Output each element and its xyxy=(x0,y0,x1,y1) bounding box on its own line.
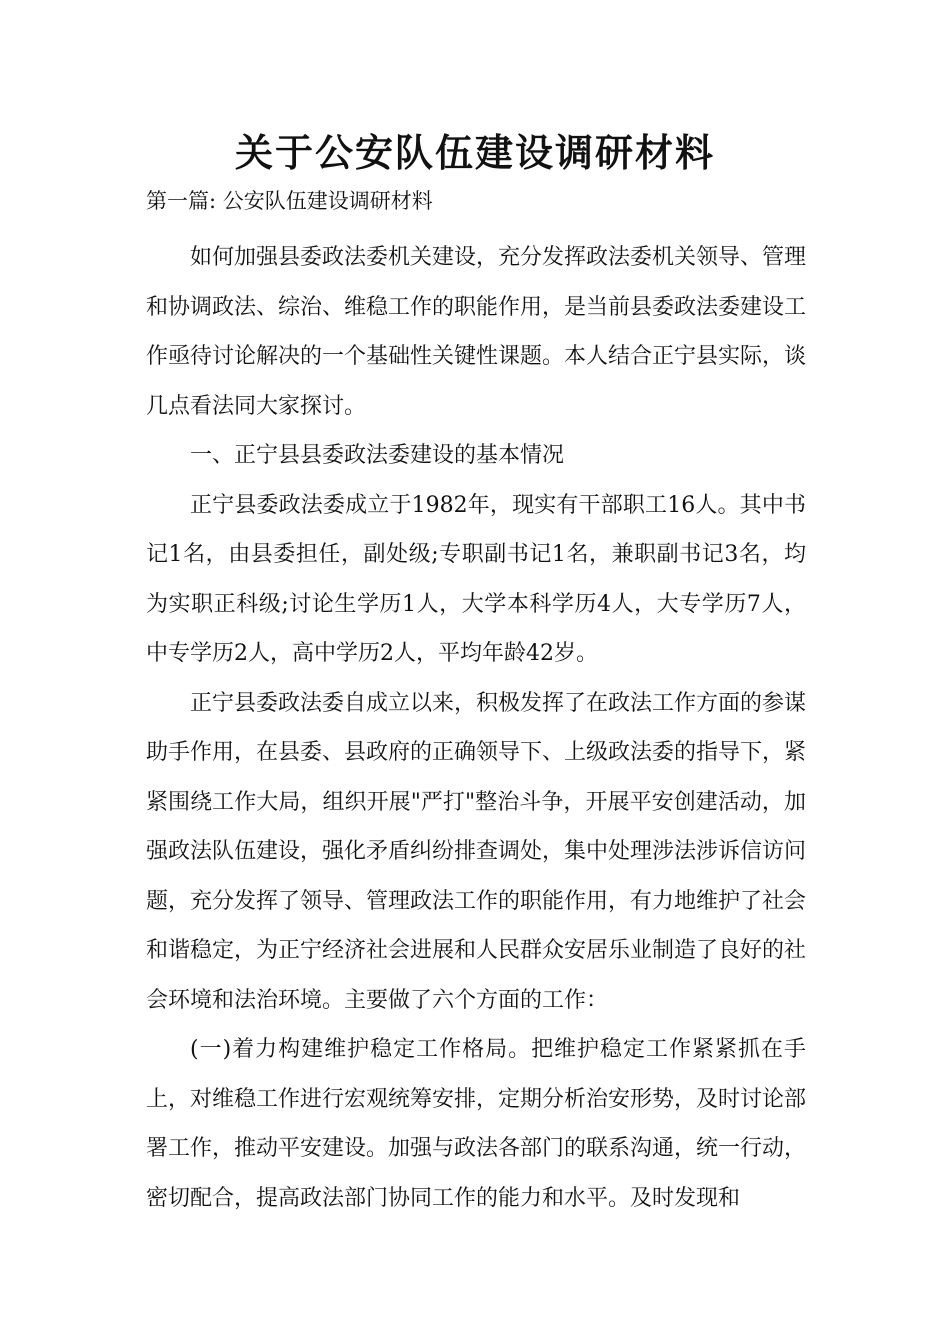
document-title: 关于公安队伍建设调研材料 xyxy=(234,131,715,175)
paragraph-staffing: 正宁县委政法委成立于1982年，现实有干部职工16人。其中书记1名，由县委担任，副处级;专职副书记1名，兼职副书记3名，均为实职正科级;讨论生学历1人，大学本科学历4人，大专学历7人，中专学历2人，高中学历2人，平均年龄42岁。 xyxy=(146,492,806,666)
paragraph-achievements: 正宁县委政法委自成立以来，积极发挥了在政法工作方面的参谋助手作用，在县委、县政府的正确领导下、上级政法委的指导下，紧紧围绕工作大局，组织开展"严打"整治斗争，开展平安创建活动，加强政法队伍建设，强化矛盾纠纷排查调处，集中处理涉法涉诉信访问题，充分发挥了领导、管理政法工作的职能作用，有力地维护了社会和谐稳定，为正宁经济社会进展和人民群众安居乐业制造了良好的社会环境和法治环境。主要做了六个方面的工作： xyxy=(146,690,807,1013)
document-body xyxy=(146,233,806,1223)
document-subtitle: 第一篇: 公安队伍建设调研材料 xyxy=(146,189,433,213)
section-heading: 一、正宁县县委政法委建设的基本情况 xyxy=(190,443,565,468)
paragraph-intro: 如何加强县委政法委机关建设，充分发挥政法委机关领导、管理和协调政法、综治、维稳工作的职能作用，是当前县委政法委建设工作亟待讨论解决的一个基础性关键性课题。本人结合正宁县实际，谈几点看法同大家探讨。 xyxy=(146,245,807,419)
paragraph-stability-work: (一)着力构建维护稳定工作格局。把维护稳定工作紧紧抓在手上，对维稳工作进行宏观统筹安排，定期分析治安形势，及时讨论部署工作，推动平安建设。加强与政法各部门的联系沟通，统一行动，密切配合，提高政法部门协同工作的能力和水平。及时发现和 xyxy=(146,1037,807,1211)
